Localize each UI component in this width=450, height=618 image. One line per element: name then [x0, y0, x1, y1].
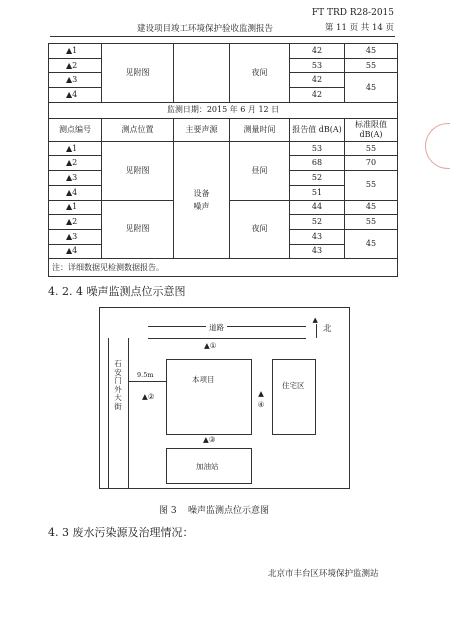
- report-value: 53: [290, 141, 345, 156]
- report-value: 43: [290, 229, 345, 244]
- time-cell: 夜间: [230, 44, 290, 103]
- residential-label: 住宅区: [282, 381, 305, 390]
- figure-caption: 图 3 噪声监测点位示意图: [159, 506, 270, 516]
- limit-value: 55: [345, 58, 398, 73]
- point-id: ▲3: [49, 171, 102, 186]
- point-number: ④: [257, 400, 265, 409]
- noise-point-diagram: [99, 307, 350, 489]
- limit-value: 45: [345, 200, 398, 215]
- column-header: 测量时间: [230, 118, 290, 141]
- monitoring-station-name: 北京市丰台区环境保护监测站: [268, 569, 379, 579]
- limit-value: 45: [345, 44, 398, 59]
- north-label: 北: [323, 324, 332, 334]
- note-row: [49, 259, 398, 277]
- report-value: 44: [290, 200, 345, 215]
- time-cell: 夜间: [230, 200, 290, 259]
- report-value: 42: [290, 44, 345, 59]
- point-id: ▲2: [49, 58, 102, 73]
- point-id: ▲4: [49, 244, 102, 259]
- report-value: 53: [290, 58, 345, 73]
- monitoring-date: 监测日期：2015 年 6 月 12 日: [49, 102, 398, 118]
- point-id: ▲4: [49, 88, 102, 103]
- report-value: 52: [290, 215, 345, 230]
- column-header: 测点编号: [49, 118, 102, 141]
- point-id: ▲2: [49, 215, 102, 230]
- project-building: [166, 359, 252, 435]
- time-cell: 昼间: [230, 141, 290, 200]
- point-id: ▲1: [49, 44, 102, 59]
- page-number: 第 11 页 共 14 页: [324, 23, 394, 33]
- location-cell: 见附图: [102, 141, 174, 200]
- north-arrow-shaft: [316, 324, 317, 338]
- report-value: 43: [290, 244, 345, 259]
- noise-monitoring-table: [48, 43, 398, 277]
- street-label: 石安门外大街: [114, 359, 122, 411]
- column-header: 主要声源: [174, 118, 230, 141]
- point-id: ▲2: [49, 156, 102, 171]
- limit-value: 55: [345, 215, 398, 230]
- triangle-icon: ▲: [258, 389, 264, 398]
- report-value: 68: [290, 156, 345, 171]
- limit-value: 55: [345, 171, 398, 200]
- point-id: ▲1: [49, 141, 102, 156]
- report-value: 42: [290, 73, 345, 88]
- column-header: 测点位置: [102, 118, 174, 141]
- limit-value: 70: [345, 156, 398, 171]
- distance-line: [129, 381, 166, 382]
- street-line-right: [128, 338, 129, 488]
- triangle-icon: ▲: [203, 435, 209, 444]
- point-number: ③: [208, 435, 216, 444]
- point-id: ▲3: [49, 229, 102, 244]
- location-cell: 见附图: [102, 200, 174, 259]
- table-note: 注：详细数据见检测数据报告。: [49, 259, 398, 277]
- report-value: 51: [290, 185, 345, 200]
- report-title: 建设项目竣工环境保护验收监测报告: [137, 24, 274, 34]
- section-heading-4-2-4: 4. 2. 4 噪声监测点位示意图: [48, 285, 186, 298]
- point-id: ▲3: [49, 73, 102, 88]
- report-value: 42: [290, 88, 345, 103]
- limit-value: 45: [345, 229, 398, 258]
- column-header: 报告值 dB(A): [290, 118, 345, 141]
- residential-building: [272, 359, 316, 435]
- limit-value: 55: [345, 141, 398, 156]
- point-id: ▲4: [49, 185, 102, 200]
- road-label: 道路: [206, 322, 227, 333]
- north-arrow-icon: ▲: [312, 316, 318, 324]
- monitoring-point-4: [256, 388, 266, 410]
- point-number: ②: [147, 392, 155, 401]
- limit-value: 45: [345, 73, 398, 102]
- location-cell: 见附图: [102, 44, 174, 103]
- report-value: 52: [290, 171, 345, 186]
- source-cell: [174, 44, 230, 103]
- road-line-bottom: [148, 338, 306, 339]
- column-header-row: [49, 118, 398, 141]
- distance-label: 9.5m: [137, 371, 154, 379]
- point-id: ▲1: [49, 200, 102, 215]
- triangle-icon: ▲: [142, 392, 148, 401]
- monitoring-point-1: [204, 341, 217, 350]
- date-row: [49, 102, 398, 118]
- column-header: 标准限值 dB(A): [345, 118, 398, 141]
- project-label: 本项目: [192, 375, 215, 384]
- table-row: [49, 44, 398, 59]
- table-row: [49, 141, 398, 156]
- header-rule: [50, 36, 395, 37]
- document-code: FT TRD R28-2015: [311, 8, 394, 18]
- triangle-icon: ▲: [204, 341, 210, 350]
- stamp-mark: [425, 123, 450, 169]
- street-line-left: [108, 338, 109, 488]
- monitoring-point-2: [142, 392, 155, 401]
- monitoring-point-3: [203, 435, 216, 444]
- section-heading-4-3: 4. 3 废水污染源及治理情况：: [48, 526, 194, 539]
- point-number: ①: [209, 341, 217, 350]
- road-line-top: [148, 326, 306, 327]
- source-cell: 设备 噪声: [174, 141, 230, 259]
- gas-station-label: 加油站: [196, 462, 219, 471]
